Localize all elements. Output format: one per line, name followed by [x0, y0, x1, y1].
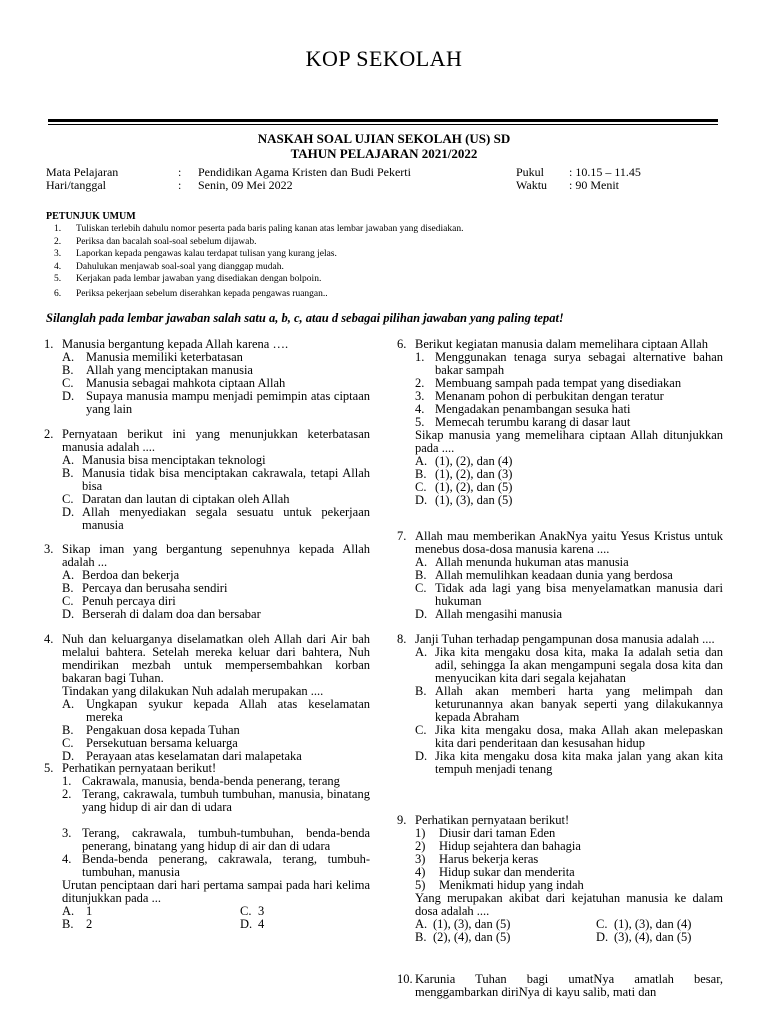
petunjuk-item	[46, 261, 284, 274]
option-text: Manusia tidak bisa menciptakan cakrawala, tetapi Allah bisa	[82, 466, 370, 493]
question-5	[44, 762, 370, 931]
petunjuk-item	[46, 248, 337, 261]
option-text: Allah menyediakan segala sesuatu untuk pekerjaan manusia	[82, 505, 370, 532]
option-text: Penuh percaya diri	[82, 594, 176, 608]
option-text: Berserah di dalam doa dan bersabar	[82, 607, 261, 621]
option-label: B.	[62, 466, 74, 480]
option-label: C.	[415, 723, 427, 737]
header-rule-thin	[48, 124, 718, 125]
option-text: Harus bekerja keras	[439, 852, 539, 866]
hari-label: Hari/tanggal	[46, 178, 106, 192]
mapel-value: Pendidikan Agama Kristen dan Budi Pekerti	[198, 165, 411, 179]
question-text: Pernyataan berikut ini yang menunjukkan keterbatasan manusia adalah ....	[62, 427, 370, 454]
question-10	[397, 973, 723, 999]
mapel-label: Mata Pelajaran	[46, 165, 119, 179]
option-text: Allah menunda hukuman atas manusia	[435, 555, 629, 569]
colon: :	[178, 178, 182, 192]
option-text: (3), (4), dan (5)	[614, 930, 692, 944]
option-label: D.	[62, 607, 75, 621]
question-number: 3.	[44, 542, 54, 556]
question-2	[44, 428, 370, 532]
question-text: Nuh dan keluarganya diselamatkan oleh Allah dari Air bah melalui bahtera. Setelah mereka keluar dari bahtera, Nuh mendirikan mezbah untuk mempersembahkan korban bakaran bagi Tuhan.	[62, 632, 370, 685]
item-text: Periksa pekerjaan sebelum diserahkan kepada pengawas ruangan..	[76, 288, 328, 299]
option-label: A.	[62, 350, 75, 364]
question-4	[44, 633, 370, 763]
question-number: 10.	[397, 972, 413, 986]
option-text: 4	[258, 917, 265, 931]
pukul-label: Pukul	[516, 165, 545, 179]
petunjuk-item	[46, 223, 464, 236]
option-label: D.	[62, 505, 75, 519]
question-text: Karunia Tuhan bagi umatNya amatlah besar, menggambarkan diriNya di kayu salib, mati dan	[415, 972, 723, 999]
option-label: D.	[62, 749, 75, 763]
option-label: D.	[415, 749, 428, 763]
option-text: Percaya dan berusaha sendiri	[82, 581, 228, 595]
option-label: B.	[62, 917, 74, 931]
question-9	[397, 814, 723, 944]
question-number: 1.	[44, 337, 54, 351]
option-text: Jika kita mengaku dosa, maka Allah akan melepaskan kita dari penderitaan dan kesusahan hidup	[435, 723, 723, 750]
option-label: 4)	[415, 865, 426, 879]
option-label: A.	[62, 697, 75, 711]
option-label: 3.	[415, 389, 425, 403]
question-subtext: Urutan penciptaan dari hari pertama sampai pada hari kelima ditunjukkan pada ...	[62, 878, 370, 905]
question-1	[44, 338, 370, 416]
petunjuk-item	[46, 288, 328, 301]
option-label: D.	[415, 493, 428, 507]
item-number: 6.	[54, 288, 62, 299]
option-label: 3)	[415, 852, 426, 866]
option-label: B.	[415, 467, 427, 481]
petunjuk-title: PETUNJUK UMUM	[46, 211, 136, 222]
option-label: 2.	[62, 787, 72, 801]
option-text: Hidup sukar dan menderita	[439, 865, 575, 879]
option-label: 1.	[62, 774, 72, 788]
item-number: 1.	[54, 224, 62, 234]
option-label: 3.	[62, 826, 72, 840]
option-label: A.	[415, 645, 428, 659]
option-label: D.	[240, 917, 253, 931]
option-text: Allah mengasihi manusia	[435, 607, 563, 621]
hari-value: Senin, 09 Mei 2022	[198, 178, 293, 192]
option-text: Memecah terumbu karang di dasar laut	[435, 415, 631, 429]
option-text: Tidak ada lagi yang bisa menyelamatkan manusia dari hukuman	[435, 581, 723, 608]
option-text: Allah yang menciptakan manusia	[86, 363, 253, 377]
option-text: Jika kita mengaku dosa kita, maka Ia adalah setia dan adil, sehingga Ia akan mengampuni segala dosa kita dan menyucikan kita dari segala kejahatan	[435, 645, 723, 685]
question-text: Janji Tuhan terhadap pengampunan dosa manusia adalah ....	[415, 632, 715, 646]
option-text: Menggunakan tenaga surya sebagai alternative bahan bakar sampah	[435, 350, 723, 377]
question-number: 9.	[397, 813, 407, 827]
option-label: C.	[596, 917, 608, 931]
question-text: Manusia bergantung kepada Allah karena ….	[62, 337, 289, 351]
item-text: Kerjakan pada lembar jawaban yang disediakan dengan bolpoin.	[76, 274, 322, 284]
option-label: 1)	[415, 826, 426, 840]
option-label: B.	[62, 581, 74, 595]
option-label: A.	[415, 917, 428, 931]
option-text: (2), (4), dan (5)	[433, 930, 511, 944]
option-text: Pengakuan dosa kepada Tuhan	[86, 723, 240, 737]
option-text: Allah memulihkan keadaan dunia yang berdosa	[435, 568, 673, 582]
colon: :	[178, 165, 182, 179]
option-label: 5.	[415, 415, 425, 429]
option-text: 2	[86, 917, 93, 931]
question-subtext: Yang merupakan akibat dari kejatuhan manusia ke dalam dosa adalah ....	[415, 891, 723, 918]
option-label: C.	[240, 904, 252, 918]
question-text: Perhatikan pernyataan berikut!	[62, 761, 217, 775]
option-label: B.	[415, 568, 427, 582]
option-text: Manusia bisa menciptakan teknologi	[82, 453, 266, 467]
option-text: 1	[86, 904, 93, 918]
option-text: (1), (2), dan (3)	[435, 467, 513, 481]
option-text: (1), (3), dan (5)	[435, 493, 513, 507]
question-subtext: Tindakan yang dilakukan Nuh adalah merupakan ....	[62, 684, 324, 698]
option-text: (1), (2), dan (5)	[435, 480, 513, 494]
item-number: 5.	[54, 274, 62, 284]
option-text: Ungkapan syukur kepada Allah atas keselamatan mereka	[86, 697, 370, 724]
waktu-value: : 90 Menit	[569, 178, 619, 192]
option-label: C.	[62, 736, 74, 750]
option-text: Persekutuan bersama keluarga	[86, 736, 238, 750]
option-text: Menanam pohon di perbukitan dengan teratur	[435, 389, 664, 403]
option-text: Perayaan atas keselamatan dari malapetaka	[86, 749, 302, 763]
option-label: 4.	[415, 402, 425, 416]
item-number: 3.	[54, 249, 62, 259]
question-number: 4.	[44, 632, 54, 646]
option-text: Daratan dan lautan di ciptakan oleh Allah	[82, 492, 290, 506]
header-rule-thick	[48, 119, 718, 122]
option-label: 1.	[415, 350, 425, 364]
item-text: Dahulukan menjawab soal-soal yang dianggap mudah.	[76, 261, 284, 272]
option-label: B.	[62, 363, 74, 377]
item-number: 4.	[54, 261, 62, 272]
question-7	[397, 530, 723, 621]
option-label: C.	[62, 492, 74, 506]
option-label: B.	[415, 684, 427, 698]
item-number: 2.	[54, 236, 62, 247]
option-label: D.	[596, 930, 609, 944]
answer-instruction: Silanglah pada lembar jawaban salah satu a, b, c, atau d sebagai pilihan jawaban yang paling tepat!	[46, 311, 564, 325]
option-label: A.	[62, 453, 75, 467]
option-text: Menikmati hidup yang indah	[439, 878, 584, 892]
item-text: Tuliskan terlebih dahulu nomor peserta pada baris paling kanan atas lembar jawaban yang disediakan.	[76, 224, 464, 234]
exam-title: NASKAH SOAL UJIAN SEKOLAH (US) SD	[257, 131, 511, 146]
option-label: C.	[415, 581, 427, 595]
option-text: Cakrawala, manusia, benda-benda penerang, terang	[82, 774, 340, 788]
question-text: Allah mau memberikan AnakNya yaitu Yesus Kristus untuk menebus dosa-dosa manusia karena ....	[415, 529, 723, 556]
question-3	[44, 543, 370, 621]
option-text: Berdoa dan bekerja	[82, 568, 180, 582]
option-text: Diusir dari taman Eden	[439, 826, 556, 840]
option-text: Manusia memiliki keterbatasan	[86, 350, 243, 364]
option-text: Manusia sebagai mahkota ciptaan Allah	[86, 376, 286, 390]
option-label: A.	[415, 555, 428, 569]
option-label: C.	[415, 480, 427, 494]
question-number: 2.	[44, 427, 54, 441]
option-text: 3	[258, 904, 265, 918]
option-text: (1), (3), dan (4)	[614, 917, 692, 931]
pukul-value: : 10.15 – 11.45	[569, 165, 641, 179]
option-text: Terang, cakrawala, tumbuh-tumbuhan, benda-benda penerang, binatang yang hidup di air dan di udara	[82, 826, 370, 853]
question-subtext: Sikap manusia yang memelihara ciptaan Allah ditunjukkan pada ....	[415, 428, 723, 455]
option-text: Terang, cakrawala, tumbuh tumbuhan, manusia, binatang yang hidup di air dan di udara	[82, 787, 370, 814]
option-label: 2.	[415, 376, 425, 390]
option-text: Hidup sejahtera dan bahagia	[439, 839, 581, 853]
option-label: C.	[62, 376, 74, 390]
option-label: 5)	[415, 878, 426, 892]
option-text: Jika kita mengaku dosa kita maka jalan yang akan kita tempuh menjadi tenang	[435, 749, 723, 776]
petunjuk-item	[46, 273, 322, 286]
petunjuk-umum	[46, 211, 464, 300]
kop-sekolah: KOP SEKOLAH	[305, 46, 463, 71]
option-text: Allah akan memberi harta yang melimpah dan keturunannya akan banyak seperti yang dilakukannya kepada Abraham	[435, 684, 723, 724]
option-label: 2)	[415, 839, 426, 853]
item-text: Laporkan kepada pengawas kalau terdapat tulisan yang kurang jelas.	[76, 249, 337, 259]
question-number: 6.	[397, 337, 407, 351]
option-label: D.	[415, 607, 428, 621]
question-6	[397, 338, 723, 507]
question-8	[397, 633, 723, 776]
option-label: B.	[415, 930, 427, 944]
waktu-label: Waktu	[516, 178, 548, 192]
option-label: A.	[62, 568, 75, 582]
question-number: 7.	[397, 529, 407, 543]
option-label: 4.	[62, 852, 72, 866]
option-label: D.	[62, 389, 75, 403]
option-text: Mengadakan penambangan sesuka hati	[435, 402, 631, 416]
question-text: Berikut kegiatan manusia dalam memelihara ciptaan Allah	[415, 337, 708, 351]
option-label: B.	[62, 723, 74, 737]
question-number: 8.	[397, 632, 407, 646]
option-label: C.	[62, 594, 74, 608]
question-text: Sikap iman yang bergantung sepenuhnya kepada Allah adalah ...	[62, 542, 370, 569]
item-text: Periksa dan bacalah soal-soal sebelum dijawab.	[76, 236, 257, 247]
option-text: Membuang sampah pada tempat yang disediakan	[435, 376, 682, 390]
option-label: A.	[62, 904, 75, 918]
option-label: A.	[415, 454, 428, 468]
exam-year: TAHUN PELAJARAN 2021/2022	[290, 146, 478, 161]
option-text: (1), (2), dan (4)	[435, 454, 513, 468]
option-text: Benda-benda penerang, cakrawala, terang, tumbuh-tumbuhan, manusia	[82, 852, 370, 879]
question-text: Perhatikan pernyataan berikut!	[415, 813, 570, 827]
option-text: Supaya manusia mampu menjadi pemimpin atas ciptaan yang lain	[86, 389, 370, 416]
question-number: 5.	[44, 761, 54, 775]
option-text: (1), (3), dan (5)	[433, 917, 511, 931]
petunjuk-item	[46, 236, 257, 249]
